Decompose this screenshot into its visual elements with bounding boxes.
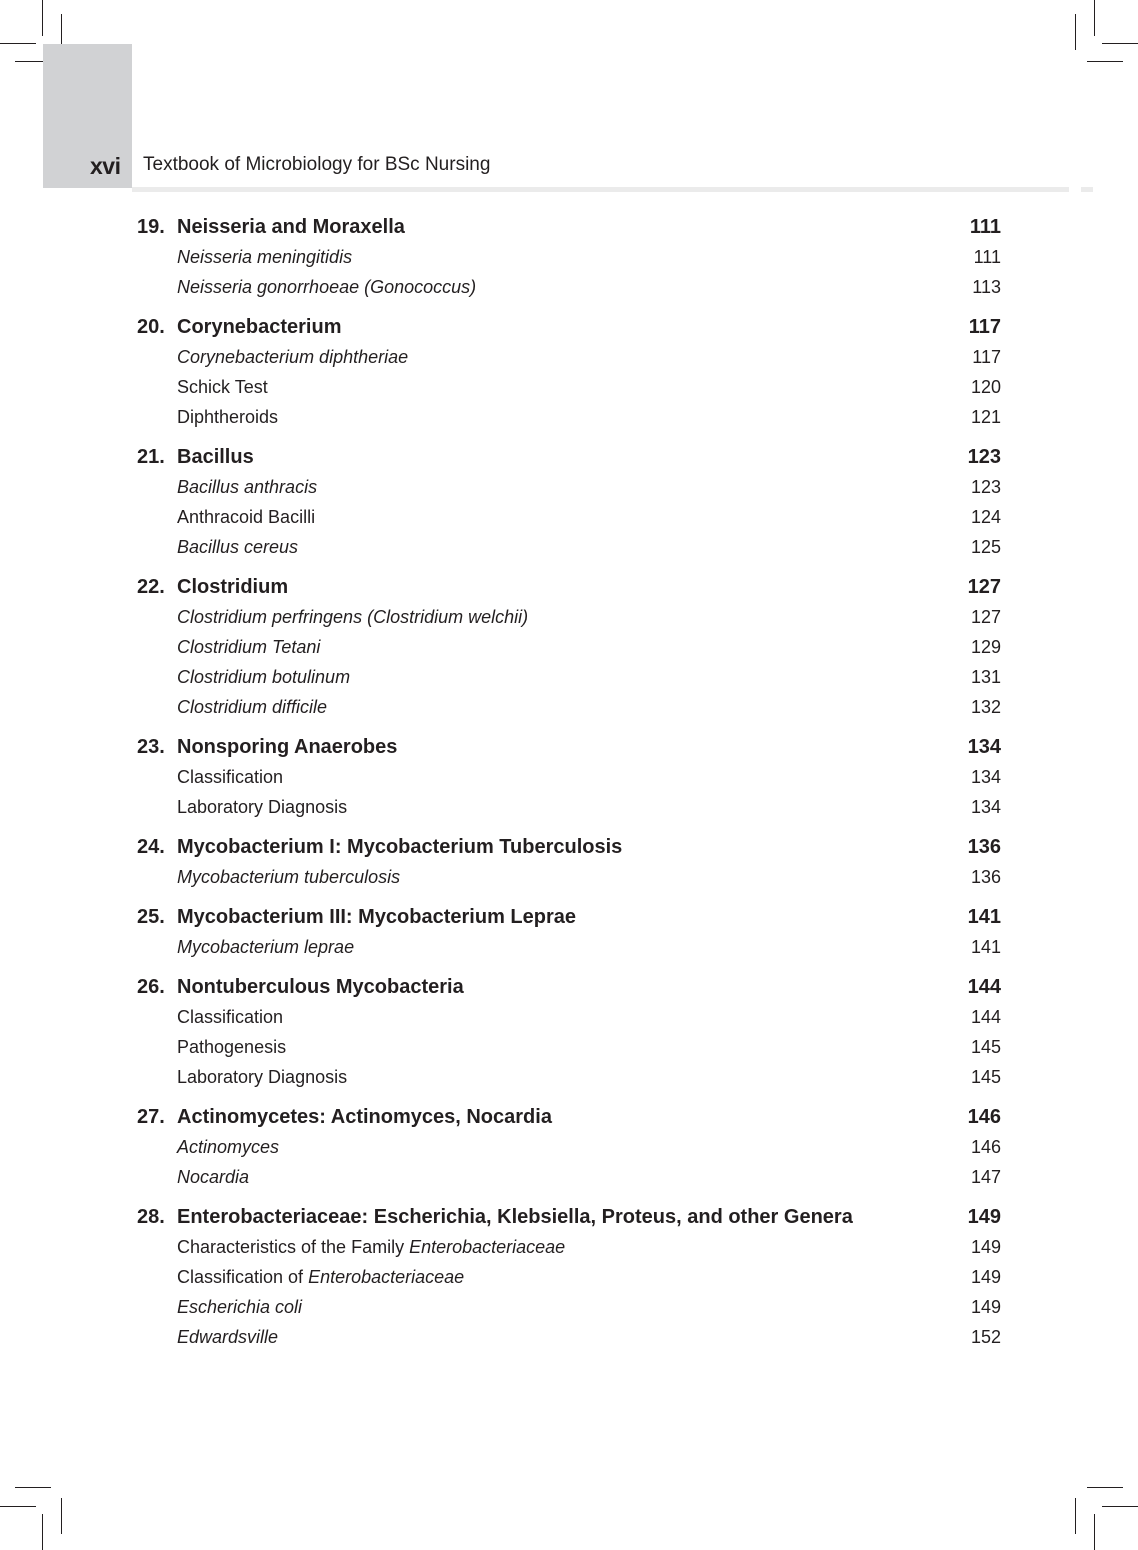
chapter-heading-row (137, 1102, 1001, 1132)
crop-mark (1094, 0, 1095, 36)
chapter-title: Actinomycetes: Actinomyces, Nocardia (177, 1105, 552, 1128)
chapter-number: 23. (137, 735, 165, 758)
table-of-contents (137, 212, 1001, 1362)
entry-page-number: 120 (970, 376, 1001, 397)
chapter-title: Corynebacterium (177, 315, 342, 338)
entry-title: Schick Test (177, 376, 268, 397)
chapter-title: Bacillus (177, 445, 254, 468)
entry-page-number: 144 (970, 1006, 1001, 1027)
entry-page-number: 124 (970, 506, 1001, 527)
entry-title: Actinomyces (177, 1136, 280, 1157)
crop-mark (1087, 1487, 1123, 1488)
toc-chapter (137, 832, 1001, 892)
crop-mark (0, 43, 36, 44)
toc-chapter (137, 572, 1001, 722)
entry-page-number: 123 (970, 476, 1001, 497)
entry-page-number: 134 (970, 796, 1001, 817)
entry-page-number: 131 (970, 666, 1001, 687)
entry-page-number: 127 (970, 606, 1001, 627)
entry-title: Bacillus anthracis (177, 476, 318, 497)
chapter-heading-row (137, 832, 1001, 862)
chapter-number: 28. (137, 1205, 165, 1228)
entry-title: Escherichia coli (177, 1296, 303, 1317)
chapter-page-number: 146 (967, 1105, 1001, 1128)
entry-title: Pathogenesis (177, 1036, 287, 1057)
entry-page-number: 152 (970, 1326, 1001, 1347)
entry-title (177, 1237, 941, 1258)
entry-page-number: 132 (970, 696, 1001, 717)
chapter-page-number: 117 (968, 315, 1001, 338)
entry-page-number: 141 (970, 936, 1001, 957)
chapter-page-number: 123 (967, 445, 1001, 468)
toc-chapter (137, 312, 1001, 432)
crop-mark (15, 1487, 51, 1488)
chapter-heading-row (137, 442, 1001, 472)
entry-title: Clostridium difficile (177, 696, 328, 717)
entry-title-plain: Characteristics of the Family (177, 1236, 410, 1257)
toc-chapter (137, 1102, 1001, 1192)
toc-entry (137, 932, 1001, 962)
entry-page-number: 149 (970, 1236, 1001, 1257)
toc-entry (137, 1062, 1001, 1092)
chapter-page-number: 149 (967, 1205, 1001, 1228)
running-title: Textbook of Microbiology for BSc Nursing (143, 154, 491, 175)
entry-page-number: 134 (970, 766, 1001, 787)
crop-mark (1102, 43, 1138, 44)
chapter-number: 20. (137, 315, 165, 338)
chapter-title: Mycobacterium III: Mycobacterium Leprae (177, 905, 577, 928)
chapter-title: Mycobacterium I: Mycobacterium Tuberculosis (177, 835, 623, 858)
chapter-number: 26. (137, 975, 165, 998)
entry-title: Neisseria gonorrhoeae (Gonococcus) (177, 276, 477, 297)
toc-entry (137, 472, 1001, 502)
entry-page-number: 125 (970, 536, 1001, 557)
chapter-page-number: 141 (967, 905, 1001, 928)
crop-mark (1087, 61, 1123, 62)
chapter-number: 21. (137, 445, 165, 468)
entry-title: Diphtheroids (177, 406, 279, 427)
entry-page-number: 147 (970, 1166, 1001, 1187)
entry-page-number: 145 (970, 1066, 1001, 1087)
entry-page-number: 113 (972, 276, 1001, 297)
toc-entry (137, 632, 1001, 662)
chapter-heading-row (137, 972, 1001, 1002)
entry-title: Mycobacterium leprae (177, 936, 355, 957)
toc-entry (137, 1002, 1001, 1032)
toc-entry (137, 1292, 1001, 1322)
chapter-heading-row (137, 572, 1001, 602)
toc-entry (137, 342, 1001, 372)
page-number: xvi (90, 153, 121, 179)
chapter-number: 22. (137, 575, 165, 598)
entry-title (177, 1267, 941, 1288)
crop-mark (1094, 1514, 1095, 1550)
chapter-heading-row (137, 212, 1001, 242)
entry-title: Clostridium botulinum (177, 666, 351, 687)
entry-title: Laboratory Diagnosis (177, 1066, 348, 1087)
chapter-title: Nonsporing Anaerobes (177, 735, 398, 758)
entry-page-number: 111 (973, 246, 1001, 267)
entry-title: Bacillus cereus (177, 536, 299, 557)
chapter-heading-row (137, 732, 1001, 762)
entry-page-number: 145 (970, 1036, 1001, 1057)
entry-page-number: 136 (970, 866, 1001, 887)
toc-chapter (137, 212, 1001, 302)
chapter-number: 27. (137, 1105, 165, 1128)
header-rule (132, 187, 1069, 192)
toc-entry (137, 532, 1001, 562)
toc-entry (137, 1162, 1001, 1192)
chapter-page-number: 111 (969, 215, 1001, 238)
entry-page-number: 121 (970, 406, 1001, 427)
header-rule-stub (1081, 187, 1093, 192)
chapter-page-number: 127 (967, 575, 1001, 598)
crop-mark (42, 1514, 43, 1550)
entry-title: Mycobacterium tuberculosis (177, 866, 401, 887)
chapter-heading-row (137, 312, 1001, 342)
crop-mark (1075, 14, 1076, 50)
chapter-number: 19. (137, 215, 165, 238)
entry-title-italic: Enterobacteriaceae (409, 1236, 566, 1257)
toc-entry (137, 502, 1001, 532)
toc-chapter (137, 902, 1001, 962)
entry-page-number: 129 (970, 636, 1001, 657)
crop-mark (61, 1498, 62, 1534)
entry-title: Nocardia (177, 1166, 250, 1187)
entry-title-plain: Classification of (177, 1266, 309, 1287)
chapter-page-number: 136 (967, 835, 1001, 858)
entry-title: Neisseria meningitidis (177, 246, 353, 267)
entry-title: Laboratory Diagnosis (177, 796, 348, 817)
crop-mark (1075, 1498, 1076, 1534)
chapter-number: 25. (137, 905, 165, 928)
toc-entry (137, 1322, 1001, 1352)
entry-title: Classification (177, 1006, 284, 1027)
entry-page-number: 146 (970, 1136, 1001, 1157)
toc-entry (137, 692, 1001, 722)
toc-entry (137, 762, 1001, 792)
crop-mark (42, 0, 43, 36)
chapter-title: Neisseria and Moraxella (177, 215, 405, 238)
toc-entry (137, 1032, 1001, 1062)
toc-entry (137, 662, 1001, 692)
chapter-title: Enterobacteriaceae: Escherichia, Klebsiella, Proteus, and other Genera (177, 1205, 853, 1228)
crop-mark (0, 1506, 36, 1507)
entry-title: Edwardsville (177, 1326, 279, 1347)
toc-entry (137, 862, 1001, 892)
chapter-heading-row (137, 902, 1001, 932)
toc-entry (137, 372, 1001, 402)
toc-entry (137, 792, 1001, 822)
entry-title: Corynebacterium diphtheriae (177, 346, 409, 367)
chapter-page-number: 134 (967, 735, 1001, 758)
toc-entry (137, 272, 1001, 302)
entry-title: Anthracoid Bacilli (177, 506, 316, 527)
chapter-title: Clostridium (177, 575, 289, 598)
chapter-title: Nontuberculous Mycobacteria (177, 975, 464, 998)
entry-page-number: 149 (970, 1296, 1001, 1317)
toc-chapter (137, 442, 1001, 562)
entry-title-italic: Enterobacteriaceae (308, 1266, 465, 1287)
toc-entry (137, 1262, 1001, 1292)
entry-title: Clostridium perfringens (Clostridium welchii) (177, 606, 529, 627)
chapter-number: 24. (137, 835, 165, 858)
toc-entry (137, 1232, 1001, 1262)
chapter-page-number: 144 (967, 975, 1001, 998)
entry-title: Clostridium Tetani (177, 636, 321, 657)
entry-page-number: 149 (970, 1266, 1001, 1287)
toc-chapter (137, 972, 1001, 1092)
chapter-heading-row (137, 1202, 1001, 1232)
crop-mark (1102, 1506, 1138, 1507)
entry-title: Classification (177, 766, 284, 787)
toc-entry (137, 1132, 1001, 1162)
toc-chapter (137, 732, 1001, 822)
toc-entry (137, 402, 1001, 432)
toc-chapter (137, 1202, 1001, 1352)
toc-entry (137, 242, 1001, 272)
entry-page-number: 117 (972, 346, 1001, 367)
toc-entry (137, 602, 1001, 632)
